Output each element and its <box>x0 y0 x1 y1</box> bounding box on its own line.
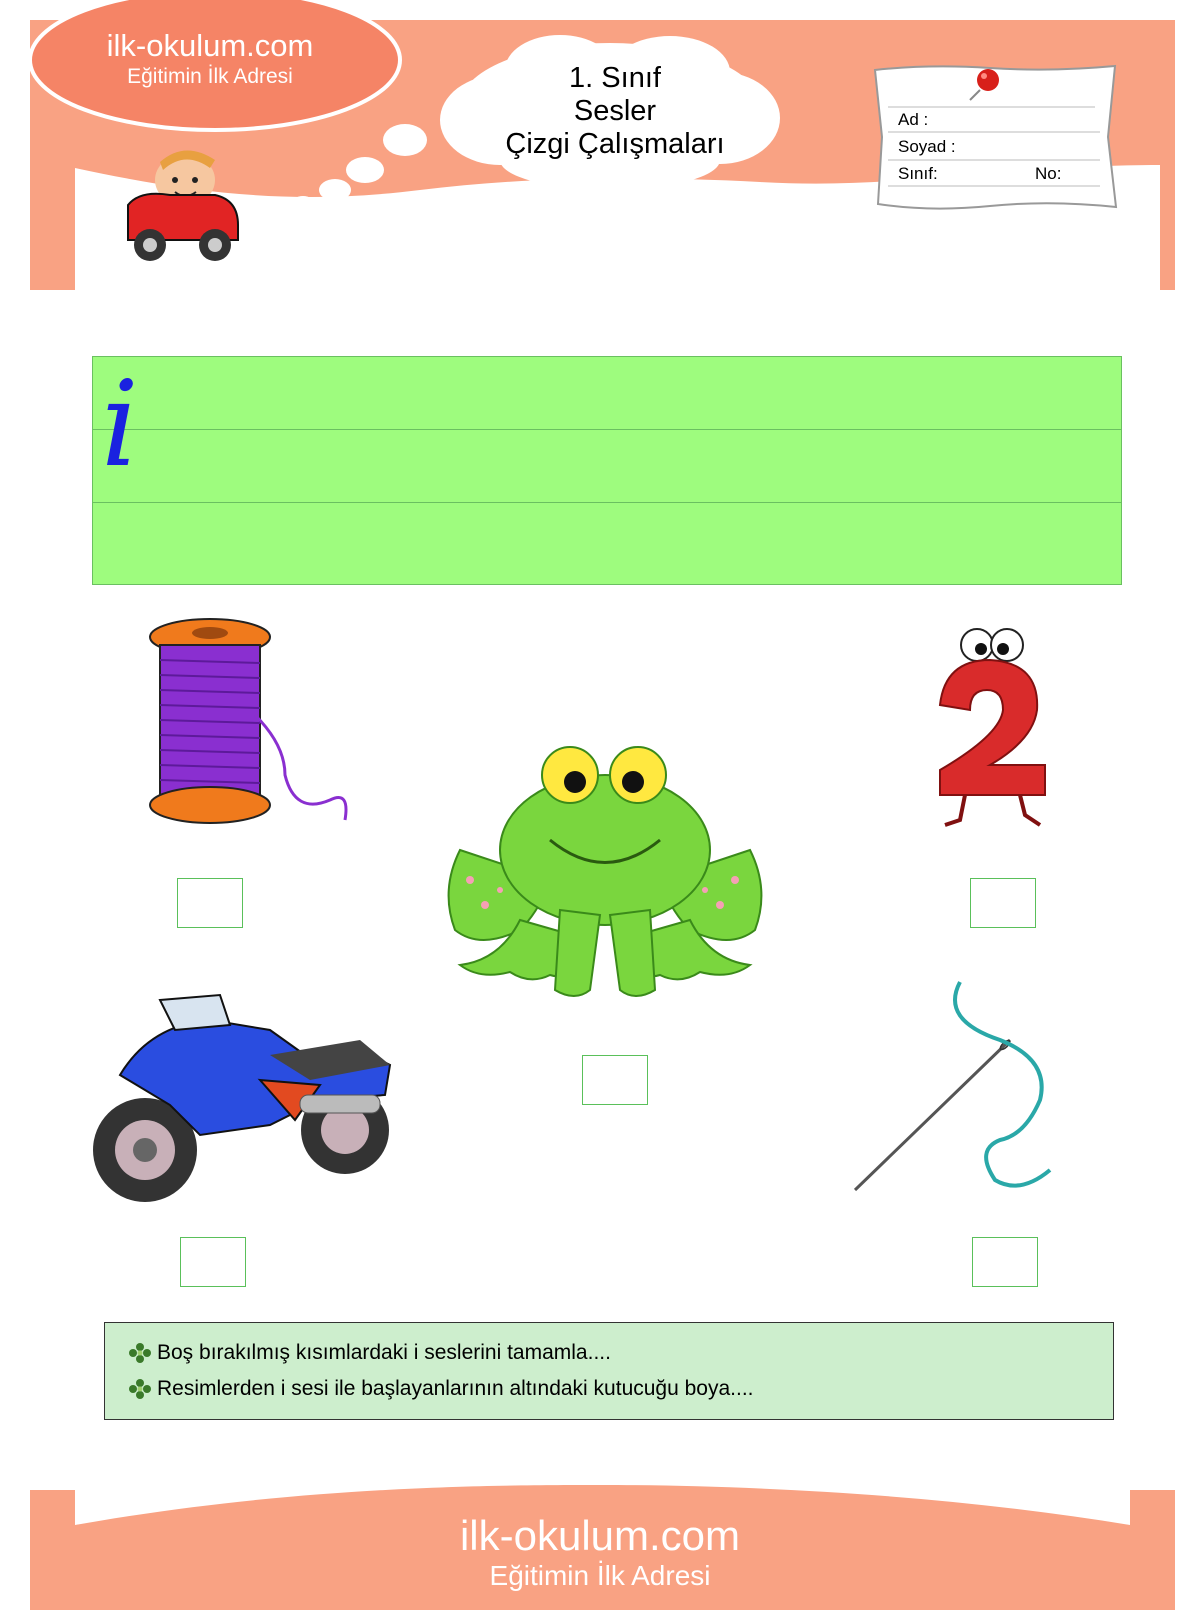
motorcycle-image <box>90 985 400 1210</box>
checkbox-motorcycle[interactable] <box>180 1237 246 1287</box>
checkbox-spool[interactable] <box>177 878 243 928</box>
title-line-grade: 1. Sınıf <box>569 62 661 94</box>
soyad-label: Soyad : <box>898 137 956 156</box>
footer-site-tagline: Eğitimin İlk Adresi <box>489 1560 711 1591</box>
instruction-text-2: Resimlerden i sesi ile başlayanlarının altındaki kutucuğu boya.... <box>157 1377 754 1400</box>
sinif-label: Sınıf: <box>898 164 938 183</box>
site-tagline: Eğitimin İlk Adresi <box>127 65 293 88</box>
checkbox-needle[interactable] <box>972 1237 1038 1287</box>
frog-image <box>440 740 770 1010</box>
instruction-item-2 <box>127 1377 754 1401</box>
clover-bullet-icon <box>127 1377 153 1401</box>
worksheet-title <box>470 62 760 161</box>
no-label: No: <box>1035 164 1062 183</box>
checkbox-number-two[interactable] <box>970 878 1036 928</box>
instruction-text-1: Boş bırakılmış kısımlardaki i seslerini tamamla.... <box>157 1341 611 1364</box>
needle-image <box>850 980 1070 1200</box>
instructions-box <box>104 1322 1114 1420</box>
guide-line-top <box>93 429 1121 430</box>
clover-bullet-icon <box>127 1341 153 1365</box>
number-two-image <box>925 625 1065 840</box>
sample-letter: i <box>101 355 139 493</box>
spool-thread-image <box>135 615 355 845</box>
handwriting-practice-area[interactable] <box>92 356 1122 585</box>
site-name: ilk-okulum.com <box>106 28 314 63</box>
instruction-item-1 <box>127 1341 611 1365</box>
footer-site-name: ilk-okulum.com <box>459 1512 741 1559</box>
ad-label: Ad : <box>898 110 929 129</box>
checkbox-frog[interactable] <box>582 1055 648 1105</box>
title-line-topic: Sesler <box>573 95 657 127</box>
name-card <box>870 62 1120 212</box>
guide-line-base <box>93 502 1121 503</box>
title-line-type: Çizgi Çalışmaları <box>505 128 725 160</box>
